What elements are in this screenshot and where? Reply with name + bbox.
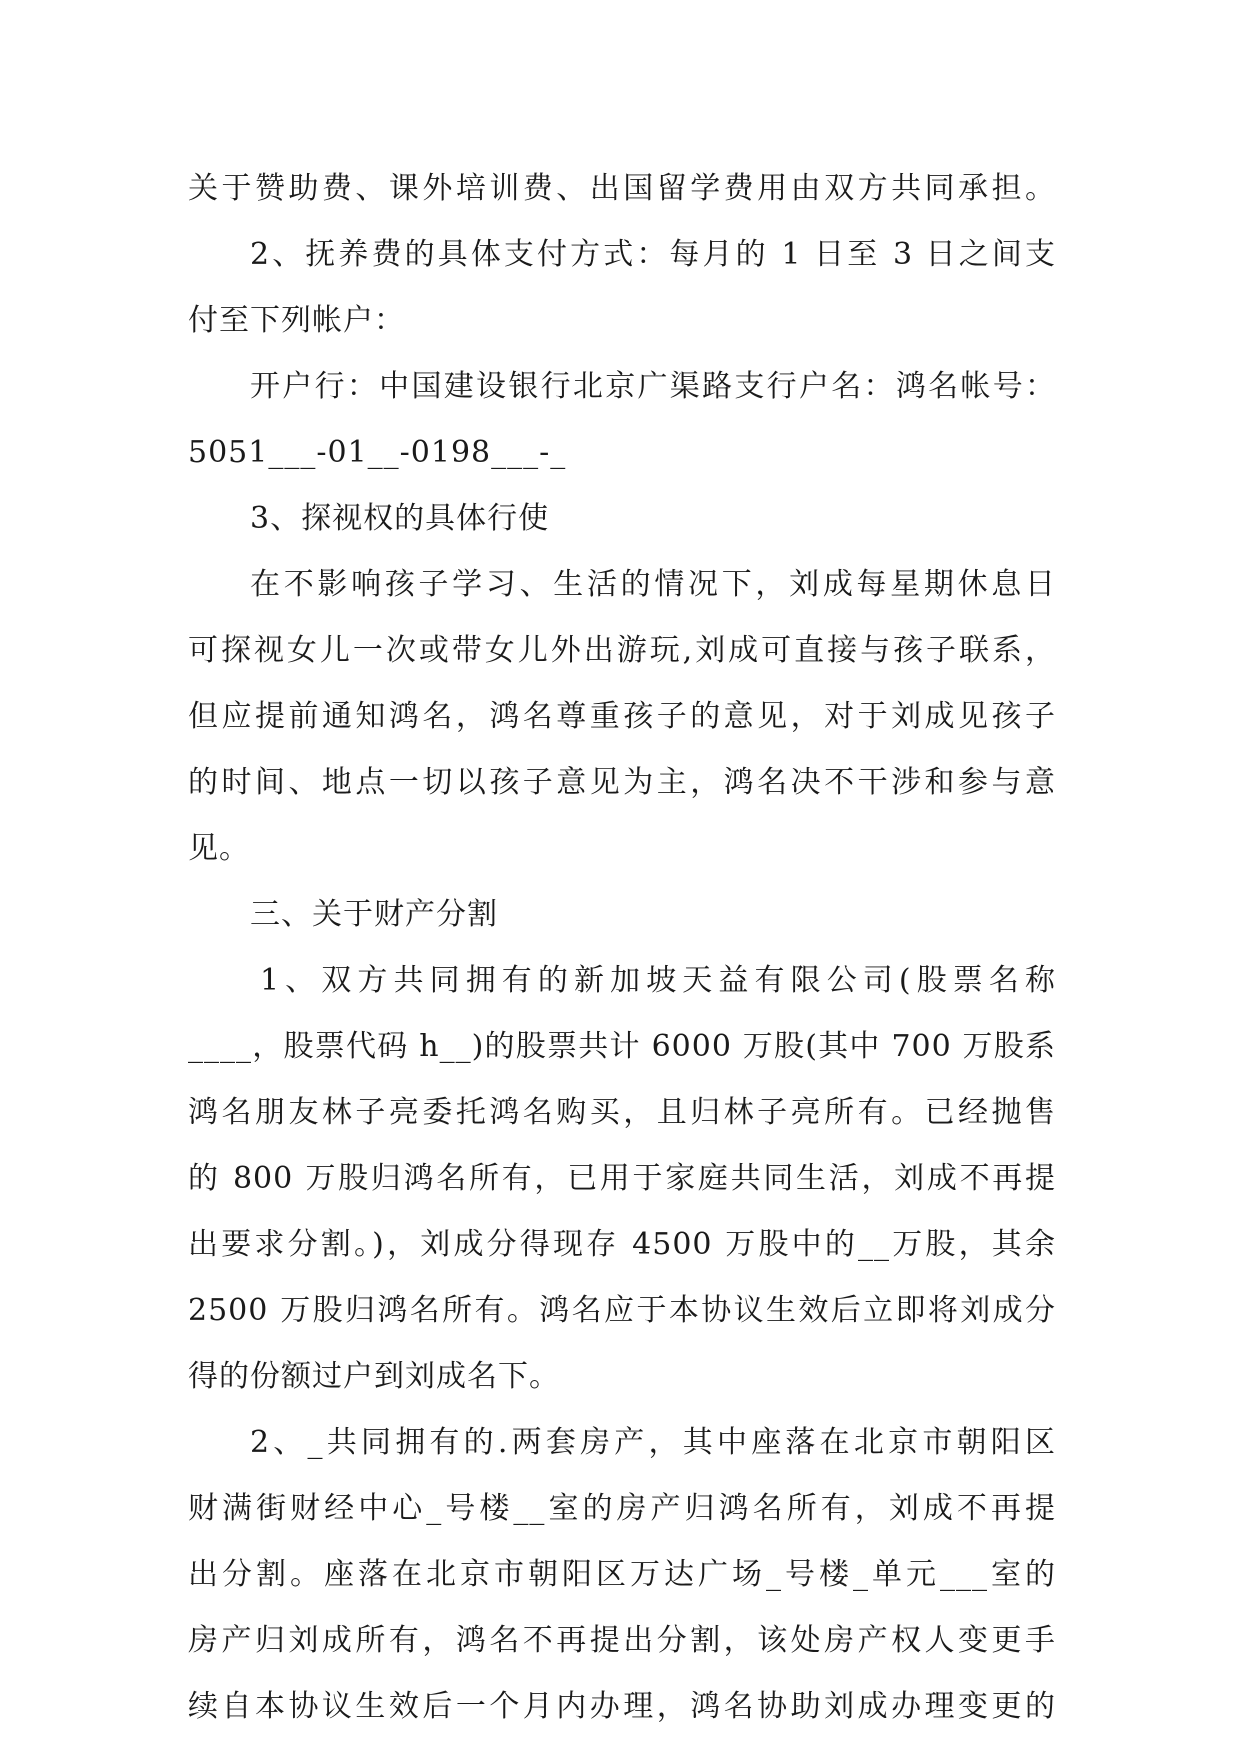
text-line: 的 800 万股归鸿名所有，已用于家庭共同生活，刘成不再提	[188, 1161, 1056, 1196]
text-line: 鸿名朋友林子亮委托鸿名购买，且归林子亮所有。已经抛售	[188, 1095, 1056, 1130]
document-body	[188, 156, 1056, 1740]
text-line: 可探视女儿一次或带女儿外出游玩,刘成可直接与孩子联系，	[188, 633, 1056, 668]
text-line: 关于赞助费、课外培训费、出国留学费用由双方共同承担。	[188, 171, 1056, 206]
section-heading: 3、探视权的具体行使	[250, 501, 550, 536]
text-line: 2、_共同拥有的.两套房产，其中座落在北京市朝阳区	[250, 1425, 1056, 1460]
text-line: 在不影响孩子学习、生活的情况下，刘成每星期休息日	[250, 567, 1056, 602]
text-line: 5051___-01__-0198___-_	[188, 435, 567, 470]
text-line: 2、抚养费的具体支付方式：每月的 1 日至 3 日之间支	[250, 237, 1056, 272]
text-line: ____，股票代码 h__)的股票共计 6000 万股(其中 700 万股系	[188, 1029, 1056, 1064]
text-line: 开户行：中国建设银行北京广渠路支行户名：鸿名帐号：	[250, 369, 1056, 404]
text-line: 见。	[188, 831, 250, 866]
text-line: 1、双方共同拥有的新加坡天益有限公司(股票名称	[260, 963, 1056, 998]
text-line: 出要求分割。)，刘成分得现存 4500 万股中的__万股，其余	[188, 1227, 1056, 1262]
text-line: 得的份额过户到刘成名下。	[188, 1359, 560, 1394]
text-line: 付至下列帐户：	[188, 303, 405, 338]
text-line: 续自本协议生效后一个月内办理，鸿名协助刘成办理变更的	[188, 1689, 1056, 1724]
text-line: 2500 万股归鸿名所有。鸿名应于本协议生效后立即将刘成分	[188, 1293, 1056, 1328]
text-line: 但应提前通知鸿名，鸿名尊重孩子的意见，对于刘成见孩子	[188, 699, 1056, 734]
text-line: 房产归刘成所有，鸿名不再提出分割，该处房产权人变更手	[188, 1623, 1056, 1658]
text-line: 的时间、地点一切以孩子意见为主，鸿名决不干涉和参与意	[188, 765, 1056, 800]
text-line: 出分割。座落在北京市朝阳区万达广场_号楼_单元___室的	[188, 1557, 1056, 1592]
text-line: 财满街财经中心_号楼__室的房产归鸿名所有，刘成不再提	[188, 1491, 1056, 1526]
section-heading: 三、关于财产分割	[250, 897, 498, 932]
